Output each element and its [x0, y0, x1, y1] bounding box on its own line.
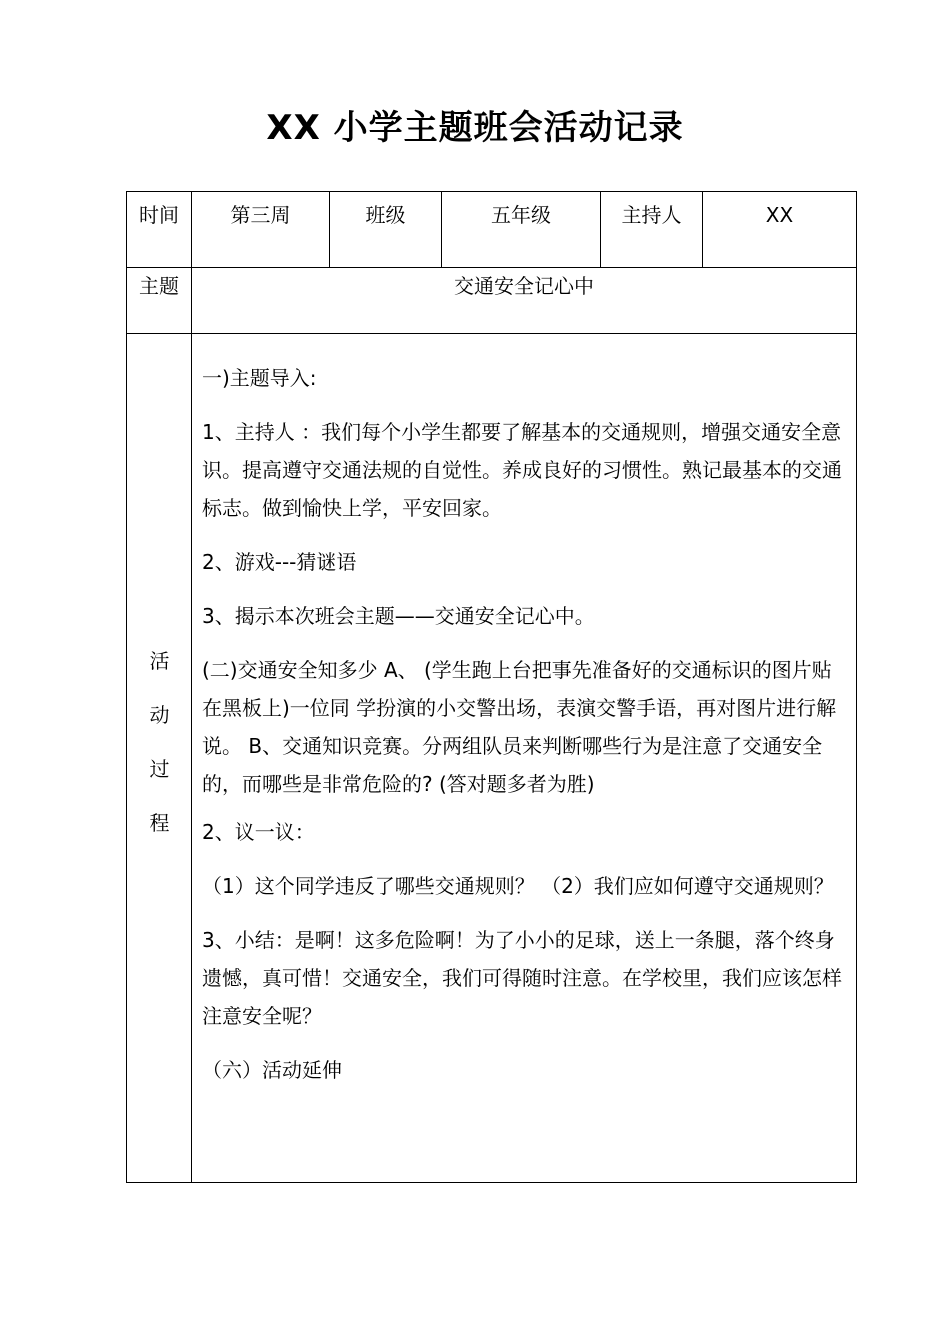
paragraph-discussion-heading: 2、议一议：: [202, 820, 315, 844]
paragraph-reveal-theme: 3、揭示本次班会主题——交通安全记心中。: [202, 604, 595, 628]
paragraph-intro-heading: 一)主题导入:: [202, 366, 317, 390]
class-label: 班级: [365, 203, 406, 227]
process-label-char: 动: [149, 703, 170, 727]
topic-value: 交通安全记心中: [454, 274, 594, 298]
paragraph-extension: （六）活动延伸: [202, 1058, 342, 1082]
row-divider-1: [127, 267, 856, 268]
paragraph-summary: 3、小结：是啊！这多危险啊！为了小小的足球，送上一条腿，落个终身遗憾，真可惜！交通安全，我们可得随时注意。在学校里，我们应该怎样注意安全呢？: [202, 928, 842, 1028]
process-content: [202, 359, 848, 1105]
process-label: [127, 647, 192, 863]
paragraph-discussion-questions: （1）这个同学违反了哪些交通规则？ （2）我们应如何遵守交通规则？: [202, 874, 834, 898]
record-table: [126, 191, 857, 1183]
time-value: 第三周: [230, 203, 291, 227]
page-title: XX 小学主题班会活动记录: [266, 108, 684, 148]
paragraph-traffic-knowledge: (二)交通安全知多少 A、 (学生跑上台把事先准备好的交通标识的图片贴在黑板上)一位同 学扮演的小交警出场，表演交警手语，再对图片进行解说。 B、交通知识竞赛。分两组队员来判断哪些行为是注意了交通安全的，而哪些是非常危险的? (答对题多者为胜): [202, 658, 837, 796]
row-divider-2: [127, 333, 856, 334]
class-value: 五年级: [491, 203, 551, 227]
process-label-char: 活: [149, 649, 170, 673]
paragraph-riddle-game: 2、游戏---猜谜语: [202, 550, 357, 574]
process-label-char: 过: [149, 757, 170, 781]
topic-label: 主题: [139, 274, 179, 298]
process-label-char: 程: [149, 811, 170, 835]
time-label: 时间: [139, 203, 179, 227]
host-label: 主持人: [621, 203, 682, 227]
host-value: XX: [765, 203, 794, 227]
paragraph-host-speech: 1、主持人 ：我们每个小学生都要了解基本的交通规则，增强交通安全意识。提高遵守交通法规的自觉性。养成良好的习惯性。熟记最基本的交通标志。做到愉快上学，平安回家。: [202, 420, 842, 520]
